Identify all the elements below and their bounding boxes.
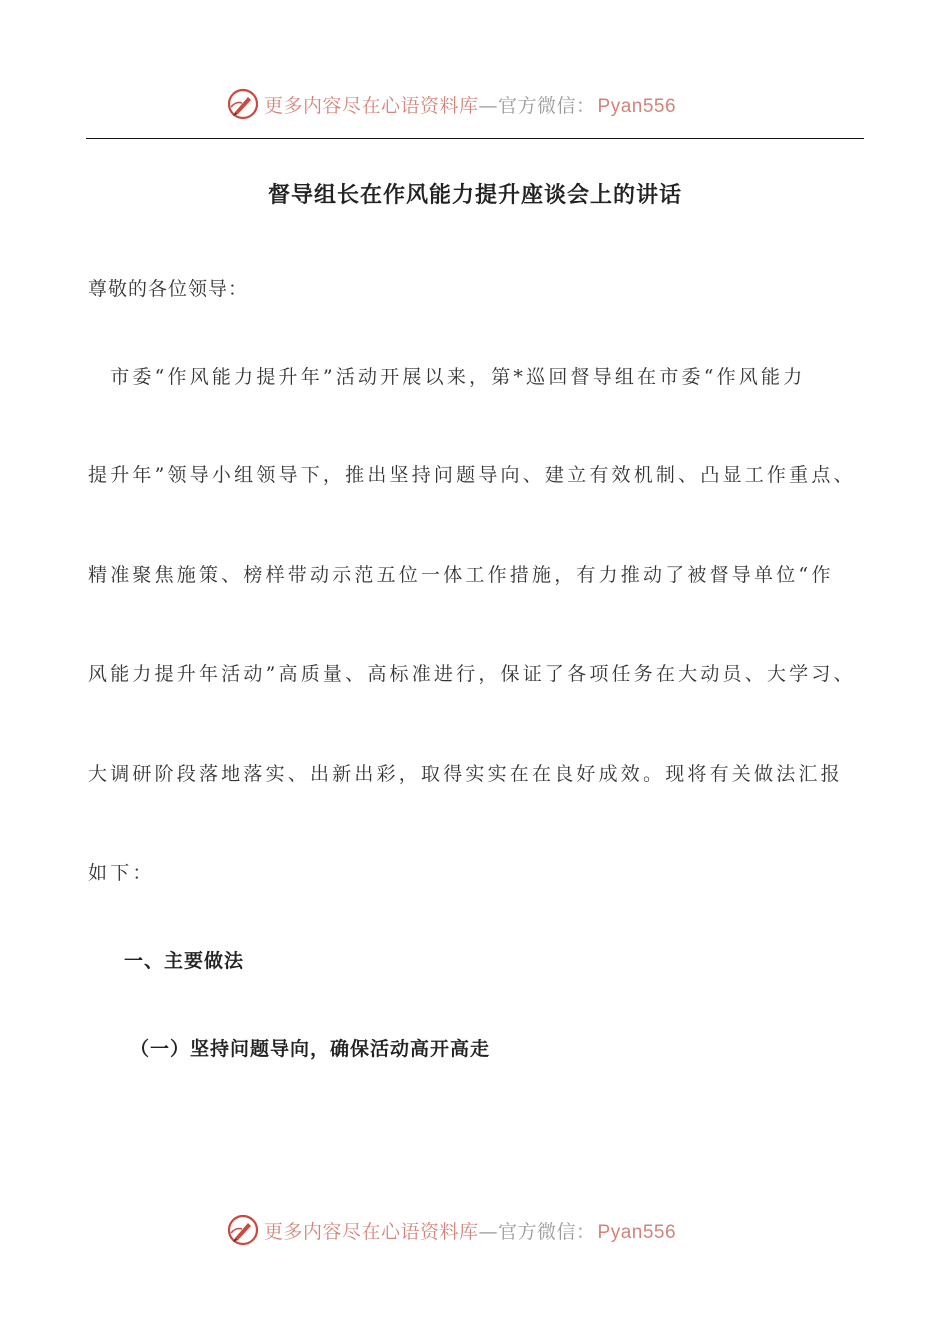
pen-circle-logo-icon — [226, 1213, 260, 1247]
paragraph-line: 如下： — [88, 862, 155, 884]
pen-circle-logo-icon — [226, 87, 260, 121]
section-heading: 一、主要做法 — [124, 950, 245, 972]
footer-watermark — [226, 1212, 676, 1248]
watermark-text: 更多内容尽在心语资料库—官方微信： Pyan556 — [264, 1220, 677, 1243]
subsection-heading: （一）坚持问题导向，确保活动高开高走 — [130, 1038, 491, 1060]
document-title: 督导组长在作风能力提升座谈会上的讲话 — [267, 183, 682, 208]
paragraph-line: 提升年”领导小组领导下，推出坚持问题导向、建立有效机制、凸显工作重点、 — [88, 464, 856, 486]
paragraph-line: 大调研阶段落地落实、出新出彩，取得实实在在良好成效。现将有关做法汇报 — [88, 763, 843, 785]
paragraph-line: 精准聚焦施策、榜样带动示范五位一体工作措施，有力推动了被督导单位“作 — [88, 564, 834, 586]
salutation: 尊敬的各位领导： — [88, 278, 249, 300]
paragraph-line: 风能力提升年活动”高质量、高标准进行，保证了各项任务在大动员、大学习、 — [88, 663, 856, 685]
watermark-text: 更多内容尽在心语资料库—官方微信： Pyan556 — [264, 94, 677, 117]
paragraph-line: 市委“作风能力提升年”活动开展以来，第*巡回督导组在市委“作风能力 — [88, 366, 806, 388]
header-watermark — [226, 86, 676, 122]
header-divider — [86, 138, 864, 139]
